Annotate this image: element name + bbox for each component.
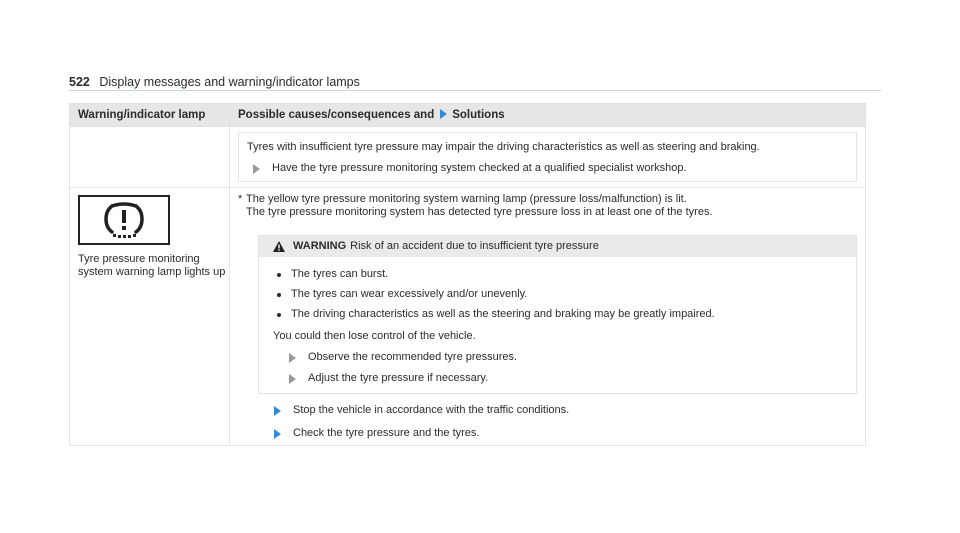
warning-step (289, 351, 846, 364)
continuation-text: Tyres with insufficient tyre pressure may impair the driving characteristics as well as steering and braking. (247, 141, 760, 153)
table-header-row (70, 104, 866, 127)
page-number: 522 (69, 75, 90, 89)
list-item (273, 288, 846, 301)
table-row (70, 127, 866, 188)
cause-line-1: The yellow tyre pressure monitoring system warning lamp (pressure loss/malfunction) is lit. (246, 193, 687, 205)
arrow-right-icon (274, 429, 281, 439)
solution-step-text: Check the tyre pressure and the tyres. (293, 427, 480, 439)
page-header (69, 74, 881, 90)
arrow-right-icon (289, 374, 296, 384)
lamp-cell-empty (70, 127, 230, 188)
warning-step-text: Adjust the tyre pressure if necessary. (308, 372, 489, 384)
continuation-cell (230, 127, 866, 188)
cause-line-2: The tyre pressure monitoring system has detected tyre pressure loss in at least one of the tyres. (246, 206, 713, 218)
bullet-text: The tyres can burst. (291, 268, 389, 280)
list-item (273, 308, 846, 321)
warning-title: Risk of an accident due to insufficient tyre pressure (350, 240, 599, 252)
bullet-text: The tyres can wear excessively and/or unevenly. (291, 288, 528, 300)
column-heading-causes (230, 104, 866, 127)
solution-step-text: Have the tyre pressure monitoring system checked at a qualified specialist workshop. (272, 162, 687, 174)
solution-steps (238, 404, 857, 440)
continuation-box (238, 132, 857, 182)
bullet-dot (277, 273, 281, 277)
table-row (70, 188, 866, 446)
solution-step (274, 404, 857, 417)
warning-lamp-table (69, 103, 866, 446)
solution-step (253, 162, 848, 175)
warning-step-text: Observe the recommended tyre pressures. (308, 351, 518, 363)
page-title: Display messages and warning/indicator lamps (99, 75, 360, 89)
warning-header (259, 236, 856, 257)
arrow-right-icon (274, 406, 281, 416)
warning-label: WARNING (293, 240, 347, 252)
list-item (273, 268, 846, 281)
warning-triangle-icon (273, 241, 285, 252)
column-heading-solutions-text: Solutions (452, 108, 505, 121)
arrow-right-icon (440, 109, 447, 119)
warning-step (289, 372, 846, 385)
lamp-cell (70, 188, 230, 446)
arrow-right-icon (253, 164, 260, 174)
cause-description (238, 193, 857, 219)
header-divider (69, 90, 881, 91)
tyre-pressure-warning-icon-svg (94, 200, 154, 240)
solution-step (274, 427, 857, 440)
bullet-text: The driving characteristics as well as the steering and braking may be greatly impaired. (291, 308, 715, 320)
asterisk-marker: * (238, 193, 243, 205)
lamp-description: Tyre pressure monitoring system warning lamp lights up (78, 253, 226, 278)
warning-note: You could then lose control of the vehicle. (273, 330, 476, 342)
column-heading-lamp: Warning/indicator lamp (70, 104, 230, 127)
arrow-right-icon (289, 353, 296, 363)
tyre-pressure-warning-icon (78, 195, 170, 245)
solution-step-text: Stop the vehicle in accordance with the traffic conditions. (293, 404, 570, 416)
warning-body (259, 257, 856, 393)
column-heading-causes-text: Possible causes/consequences and (238, 108, 435, 121)
warning-box (258, 235, 857, 394)
bullet-dot (277, 313, 281, 317)
bullet-dot (277, 293, 281, 297)
causes-cell (230, 188, 866, 446)
